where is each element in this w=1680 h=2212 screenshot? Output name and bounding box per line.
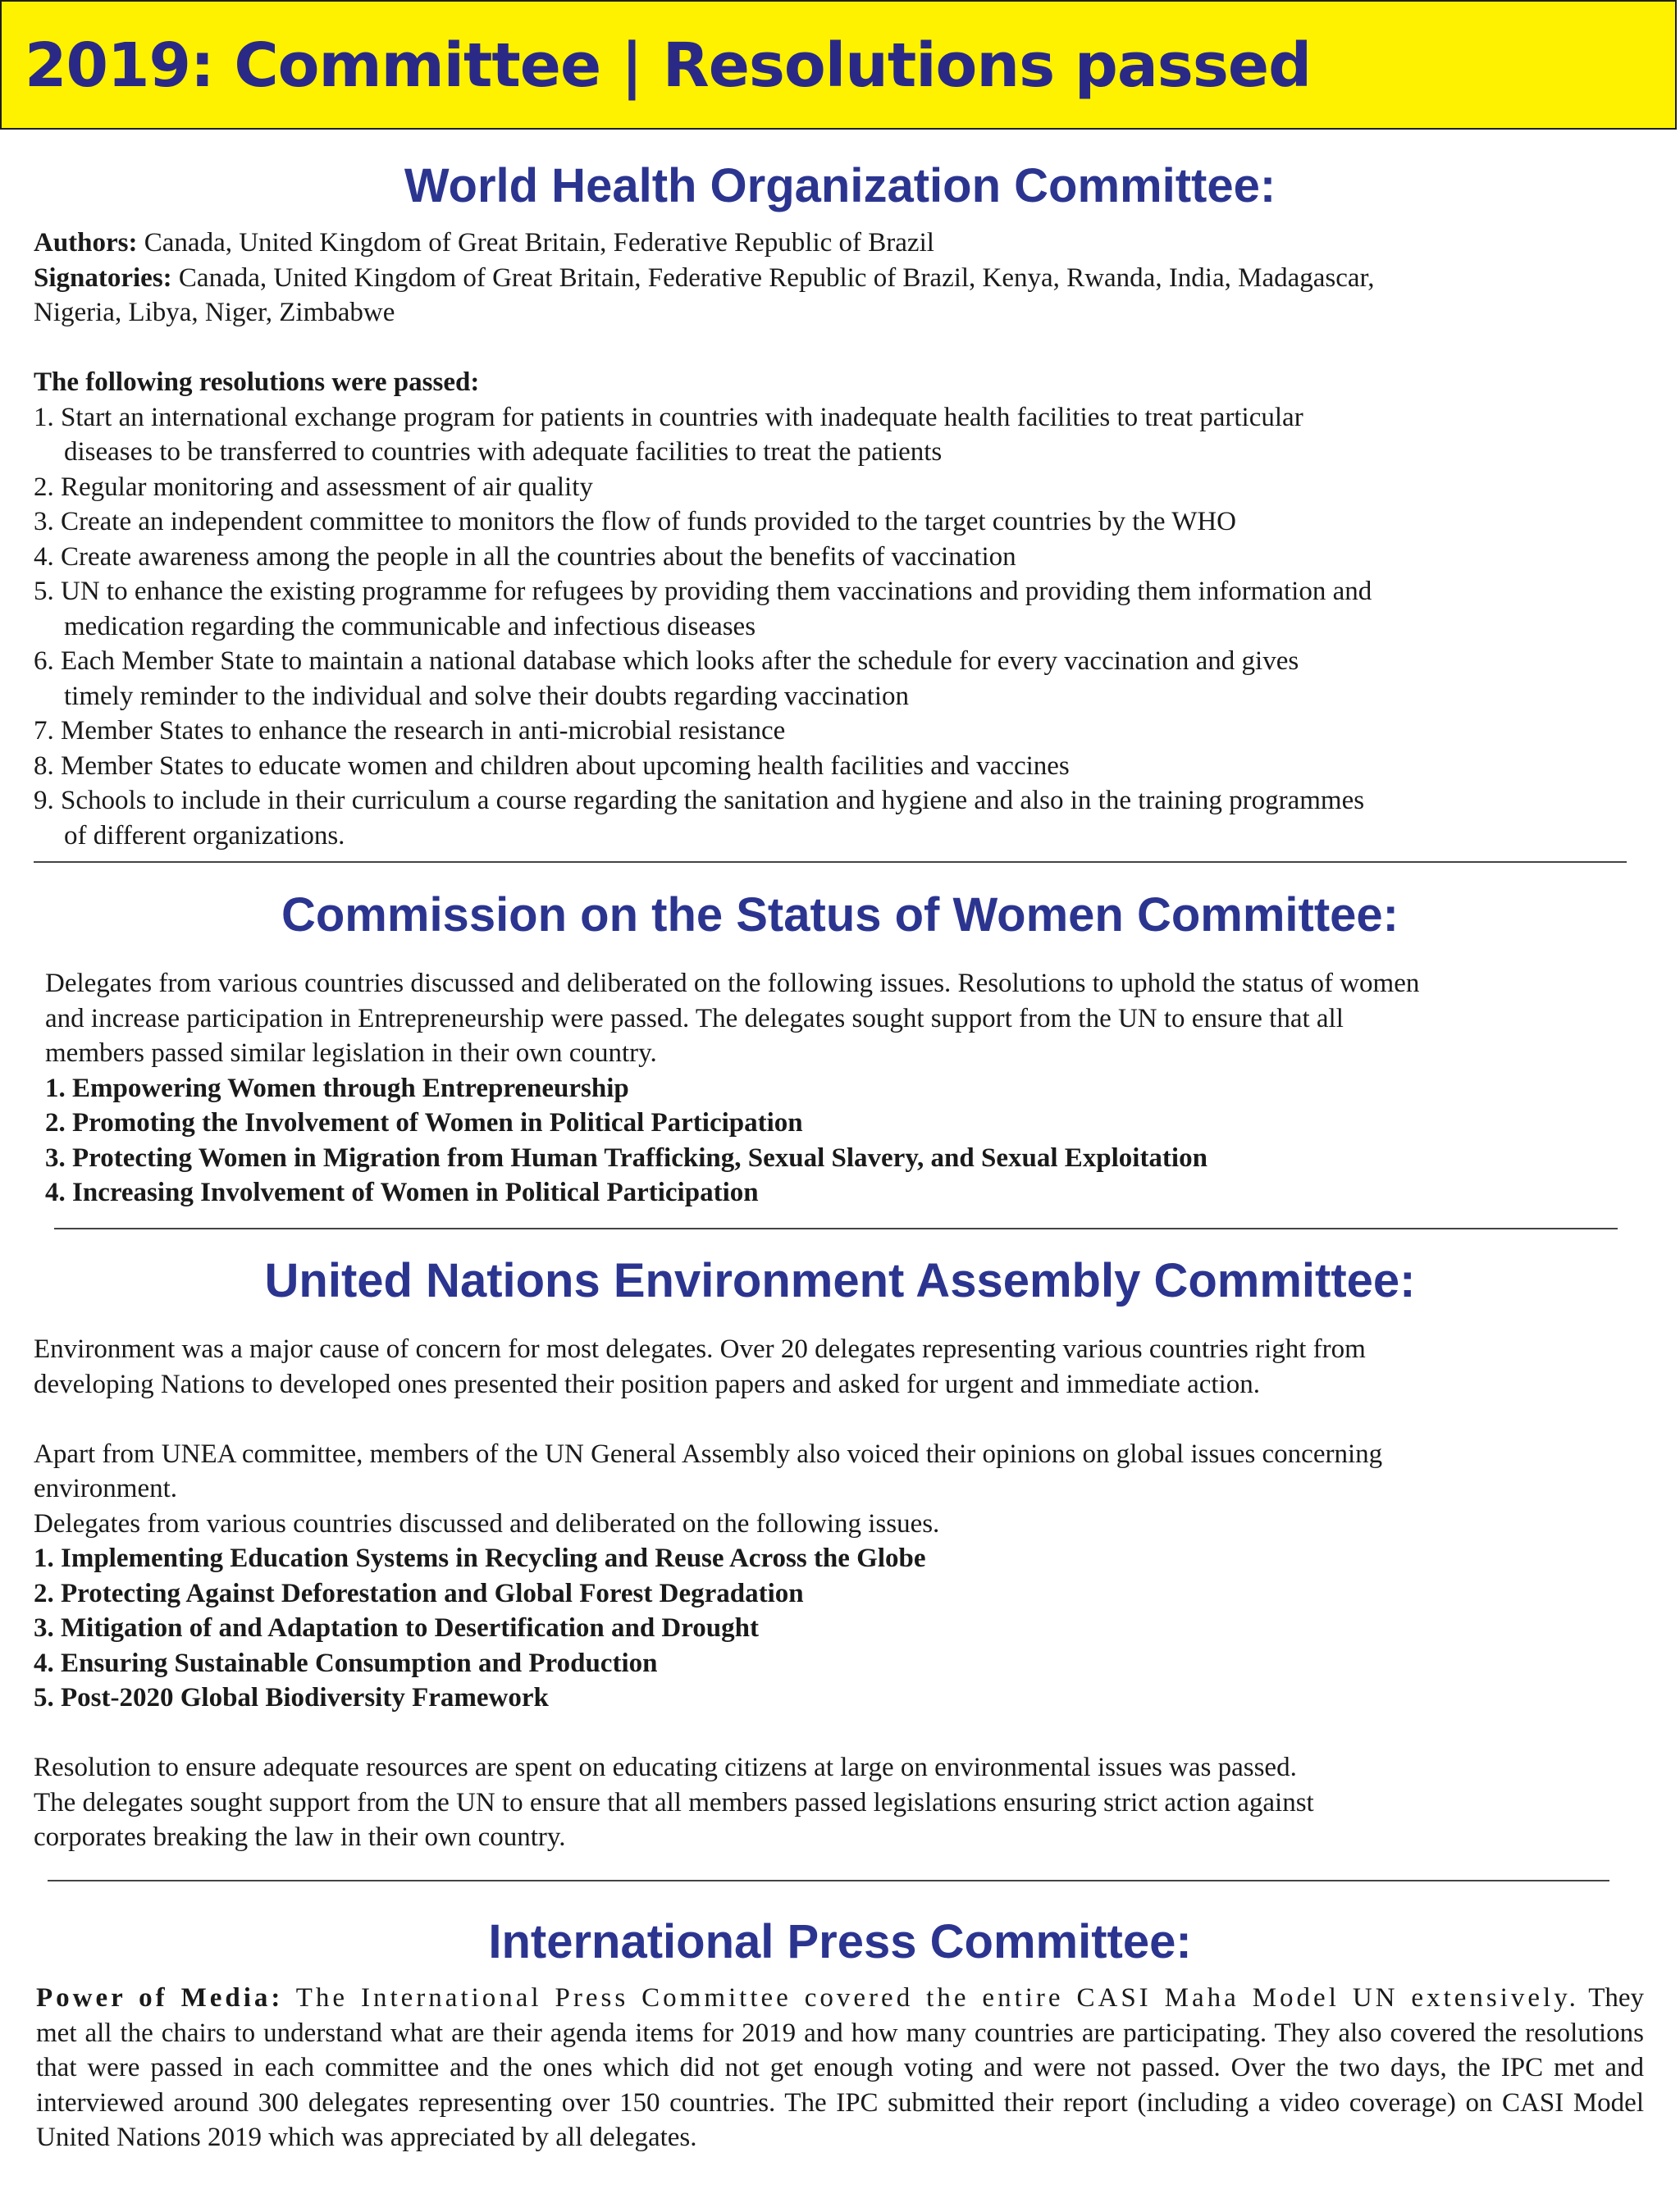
unea-section-body <box>34 1332 1382 1855</box>
unea-paragraph-line: environment. <box>34 1474 178 1503</box>
unea-issue-item: 4. Ensuring Sustainable Consumption and Production <box>34 1648 658 1678</box>
csw-intro-line: members passed similar legislation in their own country. <box>45 1038 657 1068</box>
ipc-body-text: They met all the chairs to understand what are their agenda items for 2019 and how many countries are participating. They also covered the resolutions that were passed in each committee and the ones which did not get enough voting and were not passed. Over the two days, the IPC met and interviewed around 300 delegates representing over 150 countries. The IPC submitted their report (including a video coverage) on CASI Model United Nations 2019 which was appreciated by all delegates. <box>36 1983 1645 2152</box>
who-resolution-item: 8. Member States to educate women and children about upcoming health facilities and vaccines <box>34 750 1070 781</box>
who-resolution-item-cont: medication regarding the communicable and infectious diseases <box>64 611 756 641</box>
csw-intro-line: and increase participation in Entrepreneurship were passed. The delegates sought support from the UN to ensure that all <box>45 1003 1344 1033</box>
csw-intro-line: Delegates from various countries discussed and deliberated on the following issues. Resolutions to uphold the status of women <box>45 969 1420 998</box>
who-resolution-item-cont: diseases to be transferred to countries with adequate facilities to treat the patients <box>64 437 943 467</box>
who-resolution-item: 6. Each Member State to maintain a national database which looks after the schedule for every vaccination and gives <box>34 646 1299 676</box>
who-resolutions-heading: The following resolutions were passed: <box>34 367 480 397</box>
ipc-lead: Power of Media: The International Press Committee covered the entire CASI Maha Model UN extensively. <box>36 1983 1579 2013</box>
who-signatories: Signatories: Canada, United Kingdom of Great Britain, Federative Republic of Brazil, Kenya, Rwanda, India, Madagascar, <box>34 262 1375 293</box>
unea-paragraph-line: Environment was a major cause of concern for most delegates. Over 20 delegates representing various countries right from <box>34 1334 1366 1364</box>
unea-issue-item: 1. Implementing Education Systems in Recycling and Reuse Across the Globe <box>34 1544 926 1573</box>
csw-issue-item: 2. Promoting the Involvement of Women in Political Participation <box>45 1108 803 1138</box>
unea-paragraph-line: The delegates sought support from the UN to ensure that all members passed legislations ensuring strict action against <box>34 1787 1314 1817</box>
csw-issue-item: 4. Increasing Involvement of Women in Political Participation <box>45 1178 759 1207</box>
who-section-body <box>34 226 1374 853</box>
unea-paragraph-line: Delegates from various countries discussed and deliberated on the following issues. <box>34 1508 940 1539</box>
who-authors: Authors: Canada, United Kingdom of Great Britain, Federative Republic of Brazil <box>34 228 934 258</box>
csw-issue-item: 3. Protecting Women in Migration from Human Trafficking, Sexual Slavery, and Sexual Exploitation <box>45 1142 1208 1173</box>
unea-paragraph-line: developing Nations to developed ones presented their position papers and asked for urgent and immediate action. <box>34 1369 1260 1399</box>
unea-issue-item: 2. Protecting Against Deforestation and Global Forest Degradation <box>34 1578 804 1608</box>
section-divider <box>54 1228 1618 1229</box>
who-resolution-item: 1. Start an international exchange program for patients in countries with inadequate health facilities to treat particular <box>34 402 1303 432</box>
who-resolution-item: 9. Schools to include in their curriculum a course regarding the sanitation and hygiene and also in the training programmes <box>34 786 1365 815</box>
unea-paragraph-line: Apart from UNEA committee, members of the UN General Assembly also voiced their opinions on global issues concerning <box>34 1439 1383 1469</box>
section-divider <box>34 861 1627 863</box>
csw-section-title: Commission on the Status of Women Committee: <box>281 888 1399 942</box>
unea-issue-item: 5. Post-2020 Global Biodiversity Framework <box>34 1683 549 1713</box>
who-signatories-cont: Nigeria, Libya, Niger, Zimbabwe <box>34 298 395 327</box>
ipc-section-body <box>36 1981 1644 2155</box>
section-divider <box>48 1880 1609 1881</box>
who-resolution-item: 4. Create awareness among the people in all the countries about the benefits of vaccination <box>34 541 1016 572</box>
unea-paragraph-line: Resolution to ensure adequate resources are spent on educating citizens at large on environmental issues was passed. <box>34 1753 1297 1782</box>
unea-paragraph-line: corporates breaking the law in their own country. <box>34 1822 566 1852</box>
csw-issue-item: 1. Empowering Women through Entrepreneurship <box>45 1073 629 1103</box>
who-section-title: World Health Organization Committee: <box>404 159 1276 212</box>
who-resolution-item: 2. Regular monitoring and assessment of air quality <box>34 472 593 502</box>
who-resolution-item-cont: of different organizations. <box>64 820 345 851</box>
who-resolution-item-cont: timely reminder to the individual and solve their doubts regarding vaccination <box>64 681 910 711</box>
csw-section-body <box>45 966 1419 1211</box>
unea-section-title: United Nations Environment Assembly Committee: <box>264 1254 1416 1307</box>
page-title: 2019: Committee | Resolutions passed <box>25 30 1312 101</box>
unea-issue-item: 3. Mitigation of and Adaptation to Desertification and Drought <box>34 1613 760 1643</box>
who-resolution-item: 5. UN to enhance the existing programme for refugees by providing them vaccinations and providing them information and <box>34 577 1372 606</box>
who-resolution-item: 7. Member States to enhance the research in anti-microbial resistance <box>34 716 786 746</box>
who-resolution-item: 3. Create an independent committee to monitors the flow of funds provided to the target countries by the WHO <box>34 507 1237 536</box>
title-banner <box>0 0 1677 130</box>
ipc-section-title: International Press Committee: <box>488 1915 1192 1968</box>
